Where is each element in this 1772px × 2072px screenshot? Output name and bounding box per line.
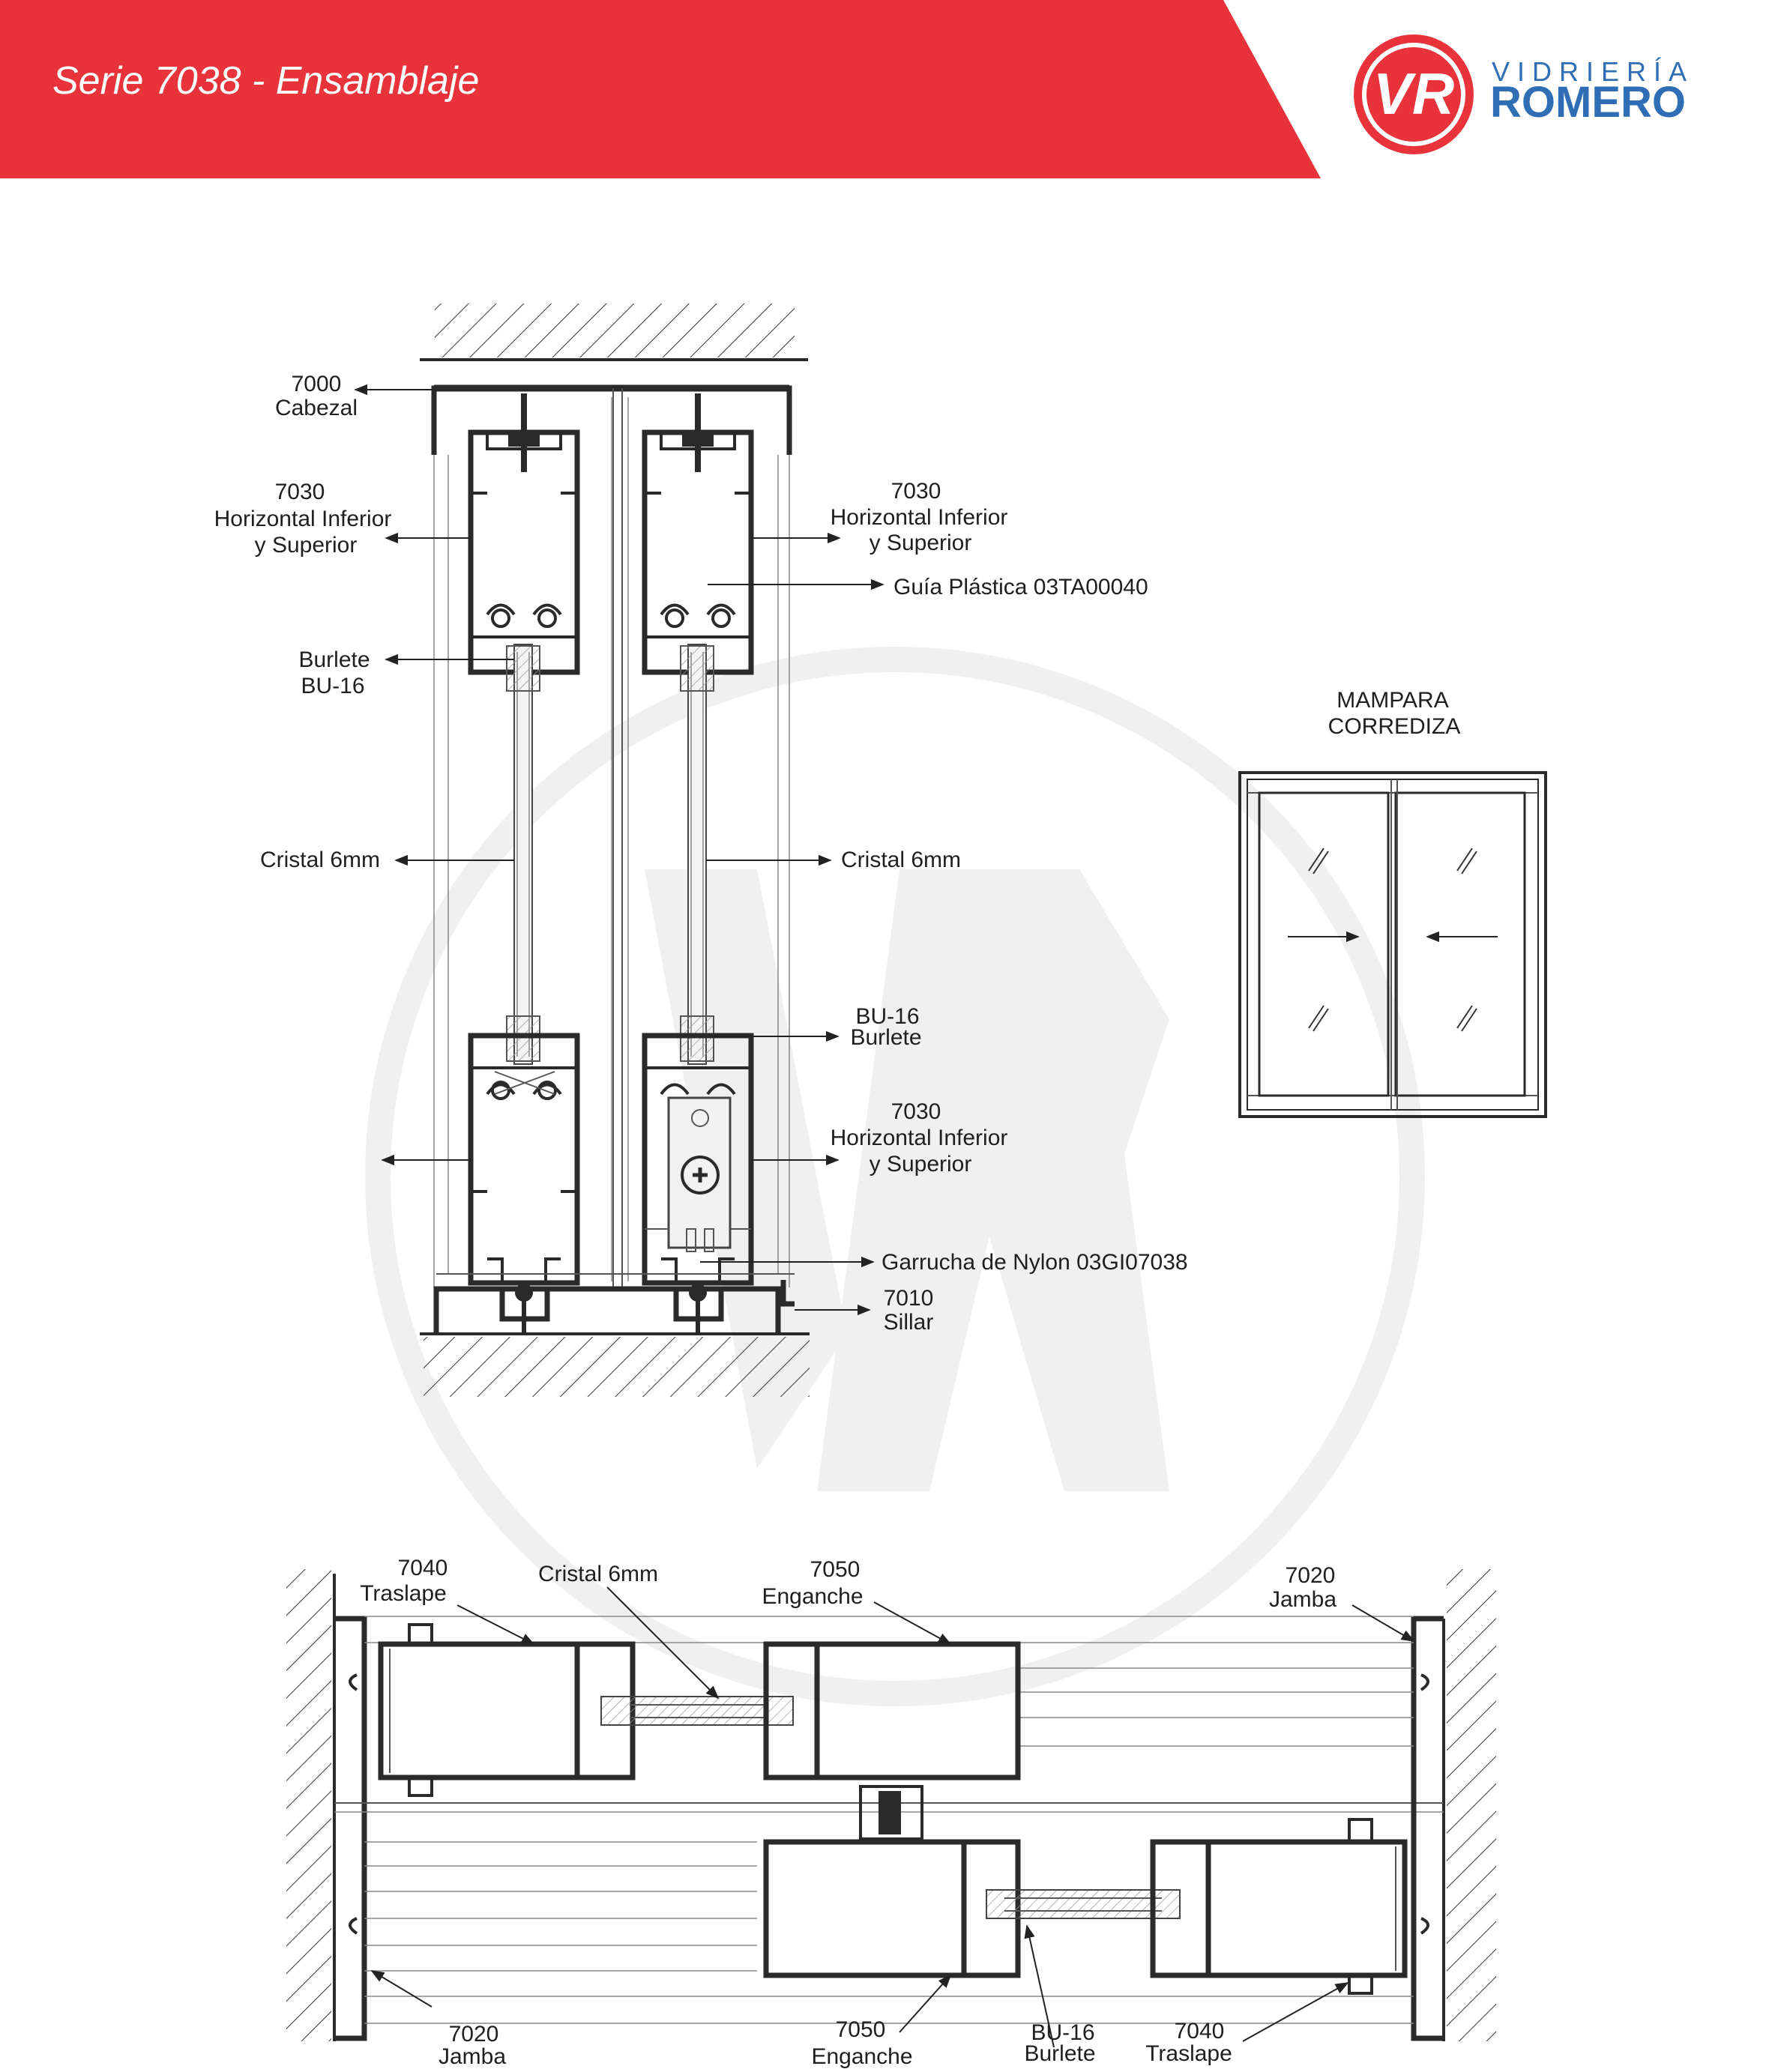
label-burlete-left1: Burlete	[298, 647, 370, 672]
plan-section	[286, 1556, 1496, 2068]
page-title: Serie 7038 - Ensamblaje	[52, 59, 480, 103]
label-horizontal-low-name2: y Superior	[869, 1152, 972, 1177]
label-horizontal-right-code: 7030	[890, 479, 941, 504]
label-enganche-top-name: Enganche	[762, 1584, 864, 1609]
label-sillar-name: Sillar	[883, 1310, 934, 1335]
label-burlete-left2: BU-16	[301, 674, 365, 698]
label-enganche-bottom-code: 7050	[835, 2017, 886, 2042]
brand-logo	[1354, 34, 1694, 154]
label-horizontal-left-name1: Horizontal Inferior	[214, 507, 392, 531]
label-jamba-bottom-code: 7020	[448, 2022, 499, 2047]
label-horizontal-left-name2: y Superior	[254, 533, 358, 558]
label-guia-plastica: Guía Plástica 03TA00040	[893, 575, 1148, 599]
label-horizontal-low-code: 7030	[890, 1099, 941, 1124]
label-cristal-right: Cristal 6mm	[841, 848, 962, 872]
elevation-title2: CORREDIZA	[1328, 714, 1461, 739]
label-horizontal-right-name1: Horizontal Inferior	[830, 505, 1008, 530]
traslape-top-profile	[381, 1644, 633, 1777]
label-traslape-top-code: 7040	[397, 1556, 448, 1580]
label-bu16-right2: Burlete	[850, 1025, 922, 1050]
elevation-title1: MAMPARA	[1336, 688, 1449, 713]
label-traslape-bottom-name: Traslape	[1145, 2041, 1232, 2066]
label-jamba-top-name: Jamba	[1268, 1587, 1337, 1612]
label-traslape-bottom-code: 7040	[1174, 2019, 1225, 2044]
label-horizontal-low-name1: Horizontal Inferior	[830, 1126, 1008, 1150]
label-jamba-top-code: 7020	[1285, 1563, 1336, 1588]
label-garrucha: Garrucha de Nylon 03GI07038	[882, 1250, 1188, 1275]
label-bu16-bottom2: Burlete	[1024, 2041, 1096, 2066]
wall-left-hatch	[286, 1569, 331, 2041]
traslape-bottom-profile	[1153, 1842, 1405, 1975]
logo-initials: VR	[1372, 61, 1455, 127]
brand-top-text: VIDRIERÍA	[1492, 56, 1695, 87]
label-enganche-top-code: 7050	[810, 1557, 861, 1582]
wall-right-hatch	[1447, 1569, 1496, 2041]
label-sillar-code: 7010	[883, 1286, 934, 1311]
label-horizontal-left-code: 7030	[274, 480, 325, 504]
label-horizontal-right-name2: y Superior	[869, 531, 972, 555]
label-cabezal-name: Cabezal	[274, 396, 358, 420]
label-cabezal-code: 7000	[291, 372, 342, 396]
ceiling-hatch	[435, 303, 795, 357]
label-bu16-right1: BU-16	[855, 1004, 920, 1029]
label-cristal-plan: Cristal 6mm	[537, 1562, 659, 1586]
label-bu16-bottom1: BU-16	[1031, 2020, 1095, 2045]
label-traslape-top-name: Traslape	[360, 1581, 447, 1606]
floor-hatch	[424, 1337, 810, 1397]
enganche-bottom-profile	[766, 1842, 1018, 1975]
label-cristal-left: Cristal 6mm	[259, 848, 380, 872]
label-jamba-bottom-name: Jamba	[438, 2044, 507, 2068]
enganche-top-profile	[766, 1644, 1018, 1777]
label-enganche-bottom-name: Enganche	[811, 2044, 913, 2068]
brand-name-text: ROMERO	[1490, 78, 1686, 127]
